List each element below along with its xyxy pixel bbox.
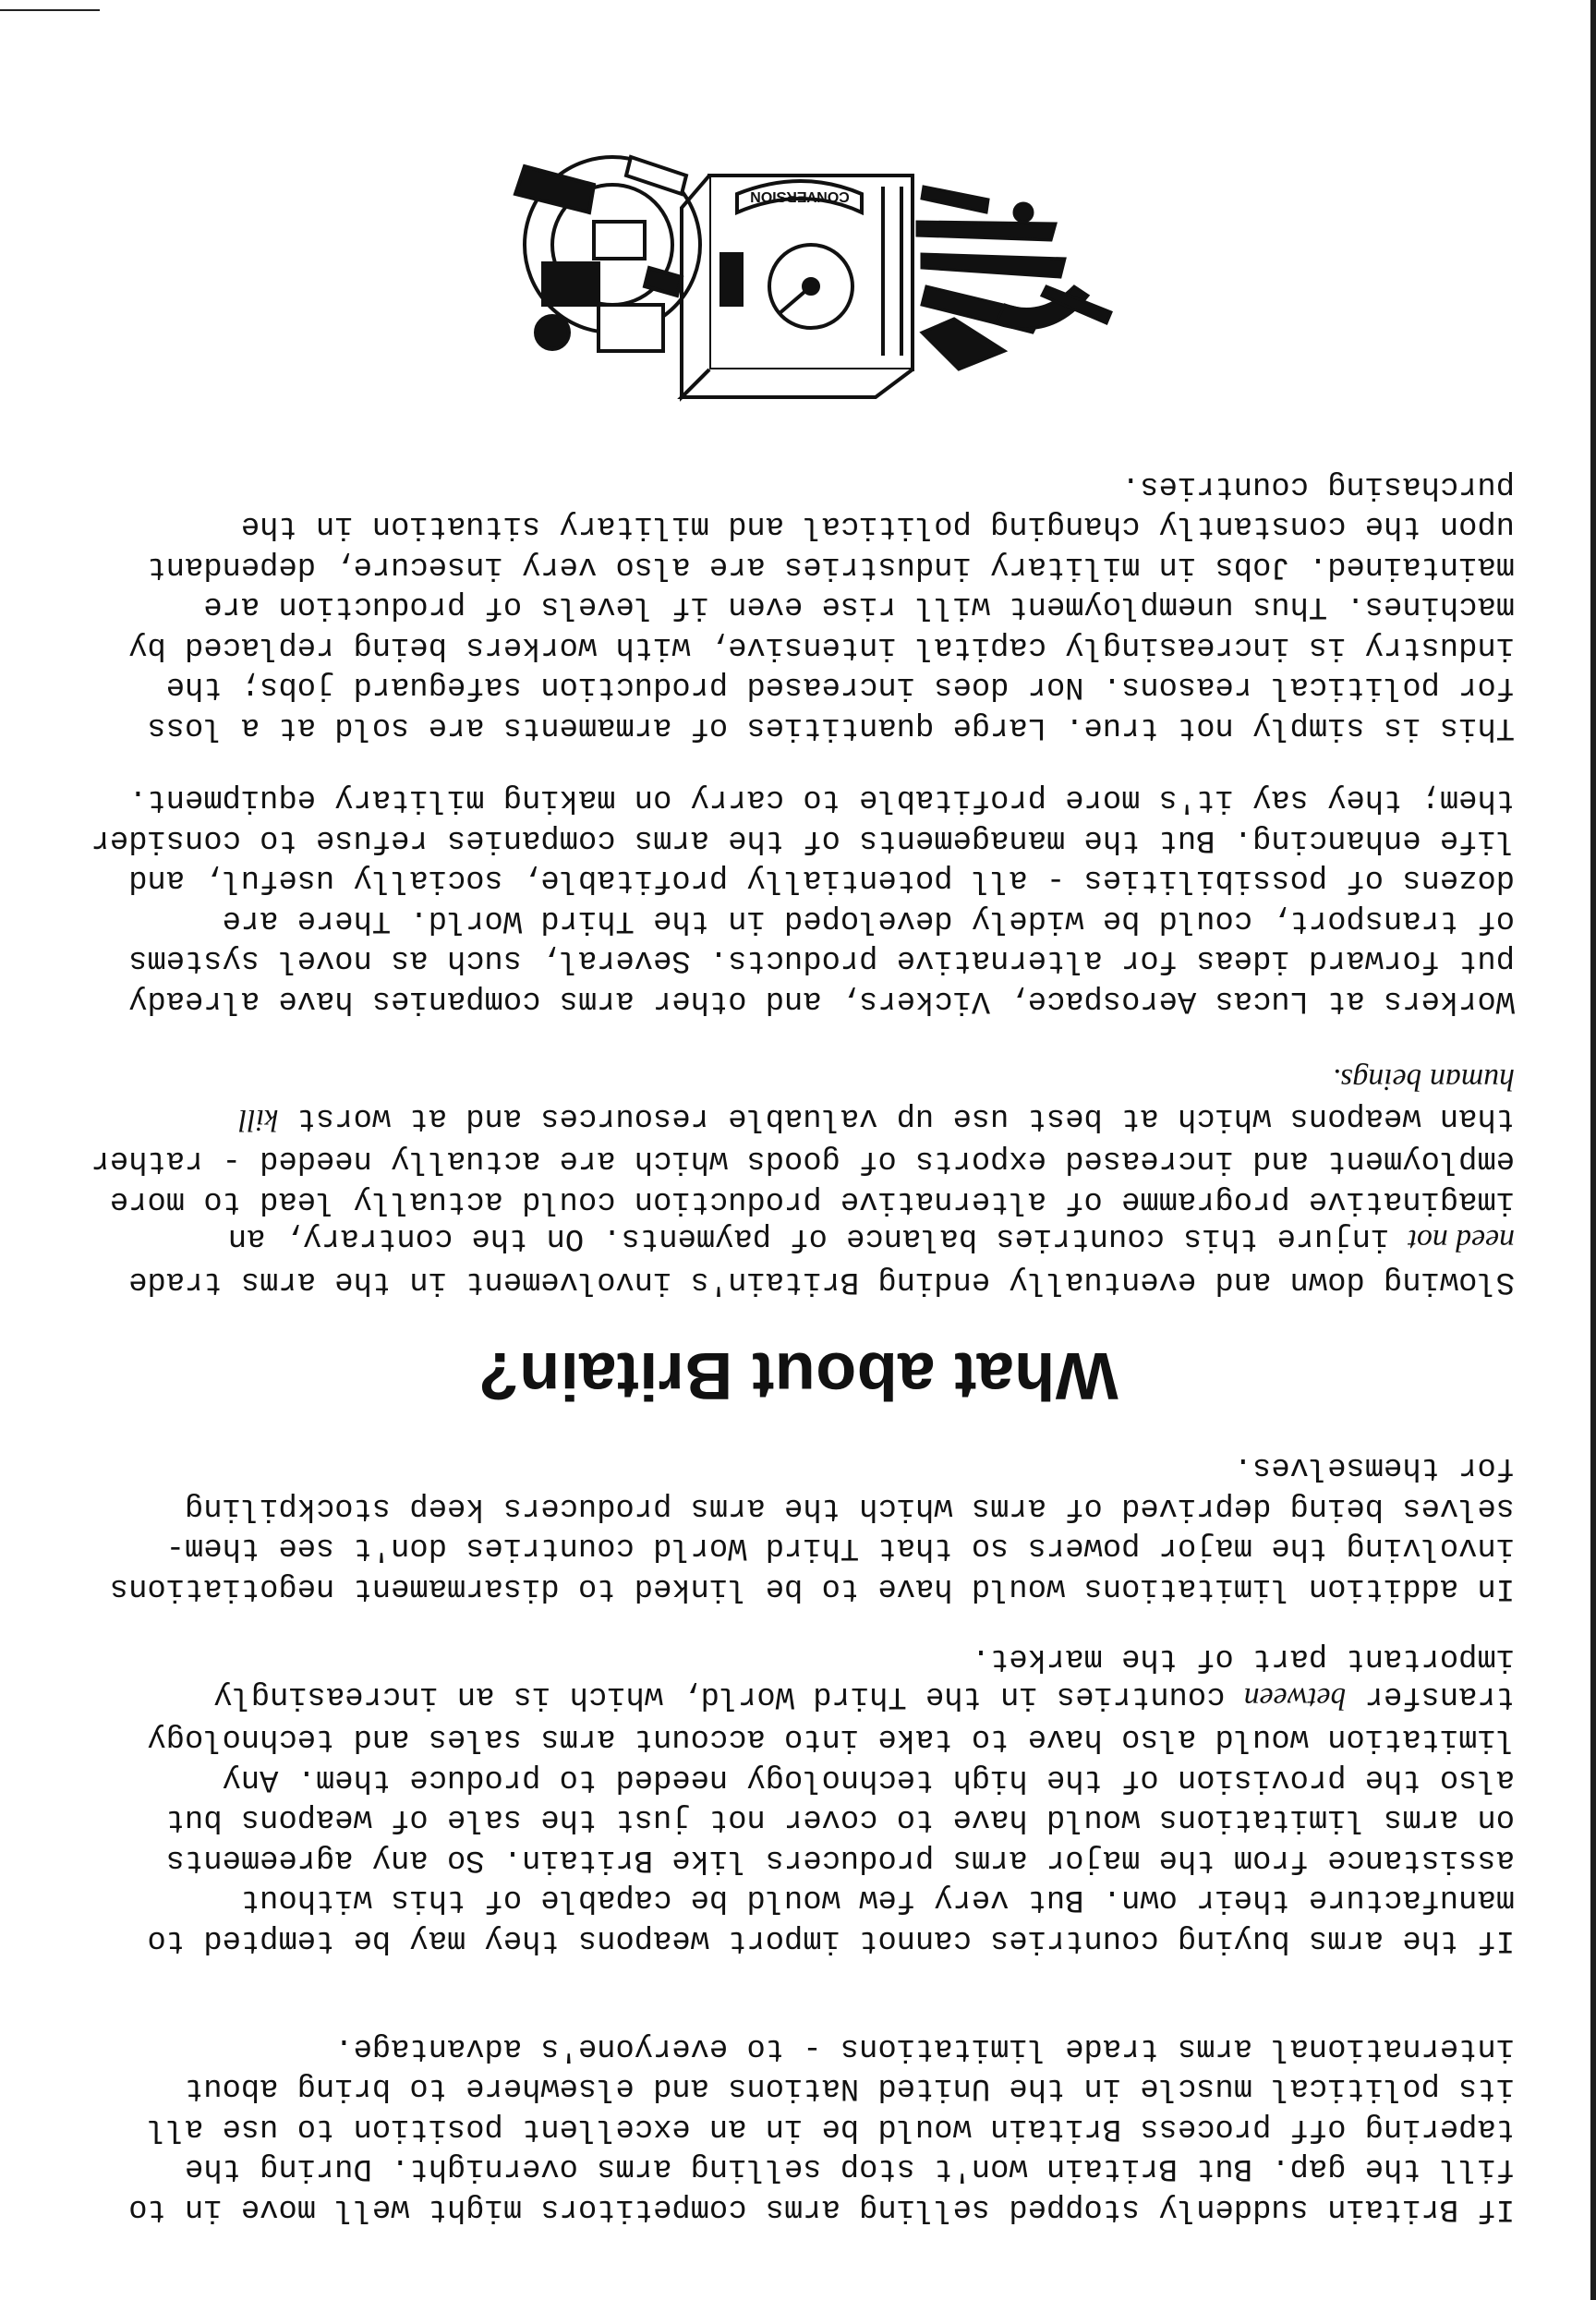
emphasis-between: between [1243,1681,1347,1715]
text-line: assistance from the major arms producers like Britain. So any agreements [165,1842,1515,1877]
text-line: its political muscle in the United Nations and elsewhere to bring about [185,2070,1515,2106]
text-fragment: transfer [1346,1678,1515,1713]
text-line: In addition limitations would have to be linked to disarmament negotiations [109,1570,1515,1605]
emphasis-human-beings: human beings. [1332,1062,1515,1097]
text-line: also the provision of the high technology needed to produce them. Any [222,1761,1515,1797]
emphasis-kill: kill [238,1103,279,1137]
paragraph-1 [79,2028,1515,2229]
text-line: fill the gap. But Britain won't stop selling arms overnight. During the [185,2150,1515,2186]
text-fragment: than weapons which at best use up valuable resources and at worst [278,1100,1515,1135]
text-line: put forward ideas for alternative products. Several, such as novel systems [128,942,1515,978]
paragraph-4 [79,1059,1515,1301]
page-edge-border [1590,0,1596,2300]
text-line: important part of the market. [971,1640,1515,1677]
text-line: involving the major powers so that Third World countries don't see them- [165,1530,1515,1566]
section-heading: What about Britain? [478,1338,1118,1412]
text-line: for themselves. [1233,1449,1515,1485]
text-line [79,1059,1515,1100]
text-line: maintained. Jobs in military industries are also very insecure, dependant [147,549,1515,584]
text-line: on arms limitations would have to cover not just the sale of weapons but [165,1801,1515,1837]
text-line: This is simply not true. Large quantities of armaments are sold at a loss [147,709,1515,744]
text-line: for political reasons. Nor does increased production safeguard jobs; the [165,669,1515,705]
text-line: If the arms buying countries cannot import weapons they may be tempted to [147,1922,1515,1957]
text-line: employment and increased exports of goods which are actually needed - rather [91,1143,1515,1179]
conversion-machine-illustration [478,102,1143,406]
text-line: life enhancing. But the managements of the arms companies refuse to consider [91,822,1515,857]
emphasis-need-not: need not [1408,1223,1515,1258]
paragraph-2 [79,1638,1515,1959]
text-line [79,1100,1515,1141]
text-line: them; they say it's more profitable to carry on making military equipment. [128,781,1515,817]
text-line: manufacture their own. But very few would be capable of this without [240,1882,1515,1918]
text-line: international arms trade limitations - to everyone's advantage. [334,2030,1515,2065]
text-line: of transport, could be widely developed in the Third World. There are [222,902,1515,938]
text-line [79,1220,1515,1261]
text-line: Workers at Lucas Aerospace, Vickers, and other arms companies have already [128,983,1515,1018]
corner-rule-line [0,9,100,11]
text-line: imaginative programme of alternative production could actually lead to more [109,1183,1515,1218]
paragraph-6 [79,466,1515,747]
text-line: upon the constantly changing political and military situation in the [240,508,1515,544]
conversion-label: CONVERSION [750,188,850,204]
text-line: limitation would also have to take into account arms sales and technology [147,1721,1515,1757]
text-fragment: countries in the Third World, which is an increasingly [213,1678,1244,1713]
text-line: selves being deprived of arms which the arms producers keep stockpiling [185,1490,1515,1525]
text-line: industry is increasingly capital intensive, with workers being replaced by [128,629,1515,664]
text-line: purchasing countries. [1121,468,1515,503]
text-line: dozens of possibilities - all potentially profitable, socially useful, and [128,862,1515,898]
paragraph-3 [79,1447,1515,1607]
paragraph-5 [79,779,1515,1020]
text-line: If Britain suddenly stopped selling arms competitors might well move in to [128,2191,1515,2226]
text-line: machines. Thus unemployment will rise even if levels of production are [203,588,1515,624]
text-line: tapering off process Britain would be in an excellent position to use all [147,2111,1515,2146]
text-fragment: injure this countries balance of payments. On the contrary, an [227,1220,1409,1256]
text-line [79,1678,1515,1719]
text-line: Slowing down and eventually ending Britain's involvement in the arms trade [128,1264,1515,1299]
